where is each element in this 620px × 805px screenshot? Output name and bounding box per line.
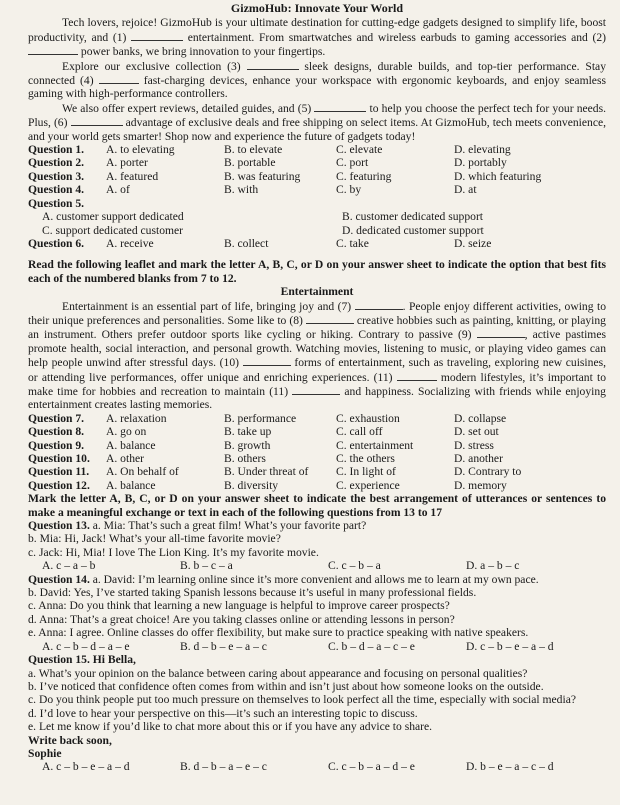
option-b[interactable]: B. with bbox=[224, 183, 259, 197]
exchange-line: e. Anna: I agree. Online classes do offer flexibility, but make sure to practice speaking with native speakers. bbox=[28, 626, 529, 640]
exchange-line: e. Let me know if you’d like to chat more about this or if you have any advice to share. bbox=[28, 720, 433, 734]
question-row bbox=[28, 143, 606, 156]
option-a[interactable]: A. go on bbox=[106, 425, 147, 439]
option-d[interactable]: D. Contrary to bbox=[454, 465, 522, 479]
exchange-line: b. Mia: Hi, Jack! What’s your all-time favorite movie? bbox=[28, 532, 281, 546]
instruction-arrangement: Mark the letter A, B, C, or D on your answer sheet to indicate the best arrangement of utterances or sentences to make a meaningful exchange or text in each of the following questions from 13 to 17 bbox=[28, 492, 606, 519]
question-label: Question 10. bbox=[28, 452, 90, 465]
option-c[interactable]: C. In light of bbox=[336, 465, 396, 479]
exchange-line: c. Do you think people put too much pressure on themselves to look perfect all the time, especially with social media? bbox=[28, 693, 576, 707]
question-row bbox=[28, 452, 606, 465]
question-label: Question 2. bbox=[28, 156, 85, 170]
question-label: Question 7. bbox=[28, 411, 85, 425]
passage1-paragraph2 bbox=[28, 59, 606, 101]
p1-part3: power banks, we bring innovation to your fingertips. bbox=[80, 45, 326, 59]
question-row bbox=[28, 170, 606, 183]
question-label: Question 8. bbox=[28, 425, 85, 439]
option-d[interactable]: D. elevating bbox=[454, 143, 511, 157]
option-c[interactable]: C. experience bbox=[336, 478, 400, 492]
question-15-lines bbox=[28, 653, 606, 760]
exchange-line: a. What’s your opinion on the balance between caring about appearance and focusing on personal qualities? bbox=[28, 666, 528, 680]
option-c[interactable]: C. featuring bbox=[336, 169, 392, 183]
p4-part3: creative hobbies such as painting, knitting, or playing an instrument. Others prefer outdoor sports like cycling or hiking. Contrary to passive (9) bbox=[28, 313, 606, 342]
p3-part2: to help you choose the perfect tech for your needs. Plus, (6) bbox=[28, 101, 606, 130]
p2-part2: sleek designs, durable builds, and top-tier performance. Stay connected (4) bbox=[28, 59, 606, 88]
question-14-lines bbox=[28, 573, 606, 640]
question-15-options bbox=[28, 760, 606, 773]
p4-part5: forms of entertainment, such as traveling, exploring new cuisines, or attending live performances, offer unique and enriching experiences. (11) bbox=[28, 356, 606, 384]
question-5-label: Question 5. bbox=[28, 196, 85, 210]
option-a[interactable]: A. porter bbox=[106, 156, 148, 170]
option-b[interactable]: B. take up bbox=[224, 425, 272, 439]
question-5-options bbox=[28, 210, 606, 237]
passage1-paragraph1 bbox=[28, 16, 606, 58]
option-b[interactable]: B. was featuring bbox=[224, 169, 301, 183]
question-13-options bbox=[28, 559, 606, 572]
arrangement-option-d[interactable]: D. a – b – c bbox=[466, 559, 520, 573]
exchange-line: Question 14. a. David: I’m learning online since it’s more convenient and allows me to learn at my own pace. bbox=[28, 572, 539, 586]
p4-part2: . People enjoy different activities, owing to their unique preferences and personalities. Some like to (8) bbox=[28, 299, 606, 327]
p1-part1: Tech lovers, rejoice! GizmoHub is your ultimate destination for cutting-edge gadgets designed to simplify life, boost productivity, and (1) bbox=[28, 16, 606, 44]
option-a[interactable]: A. relaxation bbox=[106, 411, 167, 425]
option-d[interactable]: D. at bbox=[454, 183, 477, 197]
blank-6 bbox=[71, 115, 123, 126]
option-b[interactable]: B. growth bbox=[224, 438, 271, 452]
option-d[interactable]: D. set out bbox=[454, 425, 499, 439]
option-d[interactable]: D. which featuring bbox=[454, 169, 542, 183]
option-c[interactable]: C. the others bbox=[336, 452, 395, 465]
question-label: Question 3. bbox=[28, 169, 85, 183]
arrangement-option-d[interactable]: D. b – e – a – c – d bbox=[466, 760, 554, 774]
blank-8 bbox=[306, 313, 354, 324]
arrangement-option-a[interactable]: A. c – b – e – a – d bbox=[42, 760, 130, 774]
option-b[interactable]: B. portable bbox=[224, 156, 276, 170]
p1-part2: entertainment. From smartwatches and wireless earbuds to gaming accessories and (2) bbox=[187, 30, 606, 44]
exchange-line: Write back soon, bbox=[28, 733, 112, 747]
option-b[interactable]: B. others bbox=[224, 452, 266, 465]
question-14-options bbox=[28, 640, 606, 653]
option-a[interactable]: A. balance bbox=[106, 478, 156, 492]
questions-7-12 bbox=[28, 412, 606, 492]
q6-option-d[interactable]: D. seize bbox=[454, 236, 492, 250]
arrangement-option-b[interactable]: B. d – b – e – a – c bbox=[180, 639, 267, 653]
option-b[interactable]: B. Under threat of bbox=[224, 465, 309, 479]
blank-2 bbox=[28, 44, 78, 55]
q6-option-c[interactable]: C. take bbox=[336, 236, 369, 250]
question-row bbox=[28, 183, 606, 196]
arrangement-option-c[interactable]: C. c – b – a – d – e bbox=[328, 760, 415, 774]
exchange-line: d. I’d love to hear your perspective on this—it’s such an interesting topic to discuss. bbox=[28, 706, 418, 720]
leaflet-title: Entertainment bbox=[280, 285, 354, 299]
option-c[interactable]: C. port bbox=[336, 156, 369, 170]
exchange-line: Question 13. a. Mia: That’s such a great film! What’s your favorite part? bbox=[28, 519, 367, 533]
option-d[interactable]: D. collapse bbox=[454, 411, 507, 425]
option-a[interactable]: A. to elevating bbox=[106, 143, 175, 157]
passage2-paragraph bbox=[28, 299, 606, 412]
blank-11b bbox=[292, 384, 340, 395]
arrangement-option-d[interactable]: D. c – b – e – a – d bbox=[466, 639, 554, 653]
exchange-line: Question 15. Hi Bella, bbox=[28, 653, 136, 667]
q5-option-d[interactable]: D. dedicated customer support bbox=[342, 223, 484, 237]
option-a[interactable]: A. On behalf of bbox=[106, 465, 179, 479]
option-d[interactable]: D. another bbox=[454, 452, 503, 465]
arrangement-option-c[interactable]: C. c – b – a bbox=[328, 559, 381, 573]
question-label: Question 12. bbox=[28, 478, 90, 492]
option-a[interactable]: A. of bbox=[106, 183, 130, 197]
question-13-lines bbox=[28, 519, 606, 559]
p3-part1: We also offer expert reviews, detailed guides, and (5) bbox=[62, 101, 312, 115]
p2-part1: Explore our exclusive collection (3) bbox=[62, 59, 241, 73]
question-row bbox=[28, 425, 606, 438]
exchange-line: Sophie bbox=[28, 746, 62, 760]
question-row bbox=[28, 156, 606, 169]
question-label: Question 1. bbox=[28, 143, 85, 157]
document-title: GizmoHub: Innovate Your World bbox=[230, 1, 404, 15]
question-6 bbox=[28, 237, 606, 250]
p3-part3: advantage of exclusive deals and free shipping on select items. At GizmoHub, tech meets convenience, and your world gets smarter! Shop now and experience the future of gadgets today! bbox=[28, 116, 607, 143]
blank-1 bbox=[131, 30, 183, 41]
q6-label: Question 6. bbox=[28, 236, 85, 250]
passage1-paragraph3 bbox=[28, 101, 606, 143]
question-row bbox=[28, 439, 606, 452]
option-d[interactable]: D. stress bbox=[454, 438, 494, 452]
option-a[interactable]: A. balance bbox=[106, 438, 156, 452]
option-c[interactable]: C. elevate bbox=[336, 143, 383, 157]
exchange-line: c. Anna: Do you think that learning a new language is helpful to improve career prospects? bbox=[28, 599, 450, 613]
questions-1-4 bbox=[28, 143, 606, 197]
option-c[interactable]: C. by bbox=[336, 183, 362, 197]
instruction-leaflet: Read the following leaflet and mark the letter A, B, C, or D on your answer sheet to indicate the option that best fits each of the numbered blanks from 7 to 12. bbox=[28, 258, 606, 285]
q5-option-a[interactable]: A. customer support dedicated bbox=[42, 210, 184, 224]
p4-part7: and happiness. Socializing with friends while enjoying entertainment creates lasting memories. bbox=[28, 384, 606, 412]
p2-part3: fast-charging devices, enhance your workspace with ergonomic keyboards, and enjoy seamless gaming with high-performance controllers. bbox=[28, 74, 606, 101]
question-label: Question 4. bbox=[28, 183, 85, 197]
blank-9 bbox=[477, 327, 525, 338]
blank-4 bbox=[99, 73, 139, 84]
option-c[interactable]: C. call off bbox=[336, 425, 383, 439]
p4-part6: modern lifestyles, it’s important to make time for hobbies and recreation to maintain (11) bbox=[28, 370, 606, 398]
question-label: Question 9. bbox=[28, 438, 85, 452]
q6-option-a[interactable]: A. receive bbox=[106, 236, 154, 250]
exchange-line: b. David: Yes, I’ve started taking Spanish lessons because it’s useful in many professional fields. bbox=[28, 586, 477, 600]
question-label: Question 11. bbox=[28, 465, 90, 479]
option-b[interactable]: B. diversity bbox=[224, 478, 279, 492]
q5-option-b[interactable]: B. customer dedicated support bbox=[342, 210, 484, 224]
question-row bbox=[28, 465, 606, 478]
option-d[interactable]: D. memory bbox=[454, 478, 507, 492]
exchange-line: c. Jack: Hi, Mia! I love The Lion King. It’s my favorite movie. bbox=[28, 545, 319, 559]
option-b[interactable]: B. performance bbox=[224, 411, 297, 425]
question-row bbox=[28, 479, 606, 492]
blank-10 bbox=[243, 355, 291, 366]
option-a[interactable]: A. other bbox=[106, 452, 144, 465]
p4-part4: , active pastimes promote health, social interaction, and personal growth. Watching movies, listening to music, or playing video games can help people unwind after stressful days. (10) bbox=[28, 328, 606, 370]
option-d[interactable]: D. portably bbox=[454, 156, 507, 170]
blank-3 bbox=[247, 59, 299, 70]
p4-part1: Entertainment is an essential part of life, bringing joy and (7) bbox=[62, 299, 352, 313]
blank-5 bbox=[314, 101, 366, 112]
arrangement-option-b[interactable]: B. d – b – a – e – c bbox=[180, 760, 267, 774]
arrangement-option-a[interactable]: A. c – b – d – a – e bbox=[42, 639, 130, 653]
option-c[interactable]: C. exhaustion bbox=[336, 411, 400, 425]
exchange-line: b. I’ve noticed that confidence often comes from within and isn’t just about how someone looks on the outside. bbox=[28, 679, 544, 693]
q6-option-b[interactable]: B. collect bbox=[224, 236, 269, 250]
arrangement-option-a[interactable]: A. c – a – b bbox=[42, 559, 96, 573]
blank-11a bbox=[397, 370, 437, 381]
question-row bbox=[28, 412, 606, 425]
exchange-line: d. Anna: That’s a great choice! Are you taking classes online or attending lessons in person? bbox=[28, 612, 455, 626]
arrangement-option-b[interactable]: B. b – c – a bbox=[180, 559, 233, 573]
option-a[interactable]: A. featured bbox=[106, 169, 159, 183]
blank-7 bbox=[355, 299, 403, 310]
arrangement-option-c[interactable]: C. b – d – a – c – e bbox=[328, 639, 415, 653]
option-b[interactable]: B. to elevate bbox=[224, 143, 283, 157]
option-c[interactable]: C. entertainment bbox=[336, 438, 414, 452]
q5-option-c[interactable]: C. support dedicated customer bbox=[42, 223, 184, 237]
